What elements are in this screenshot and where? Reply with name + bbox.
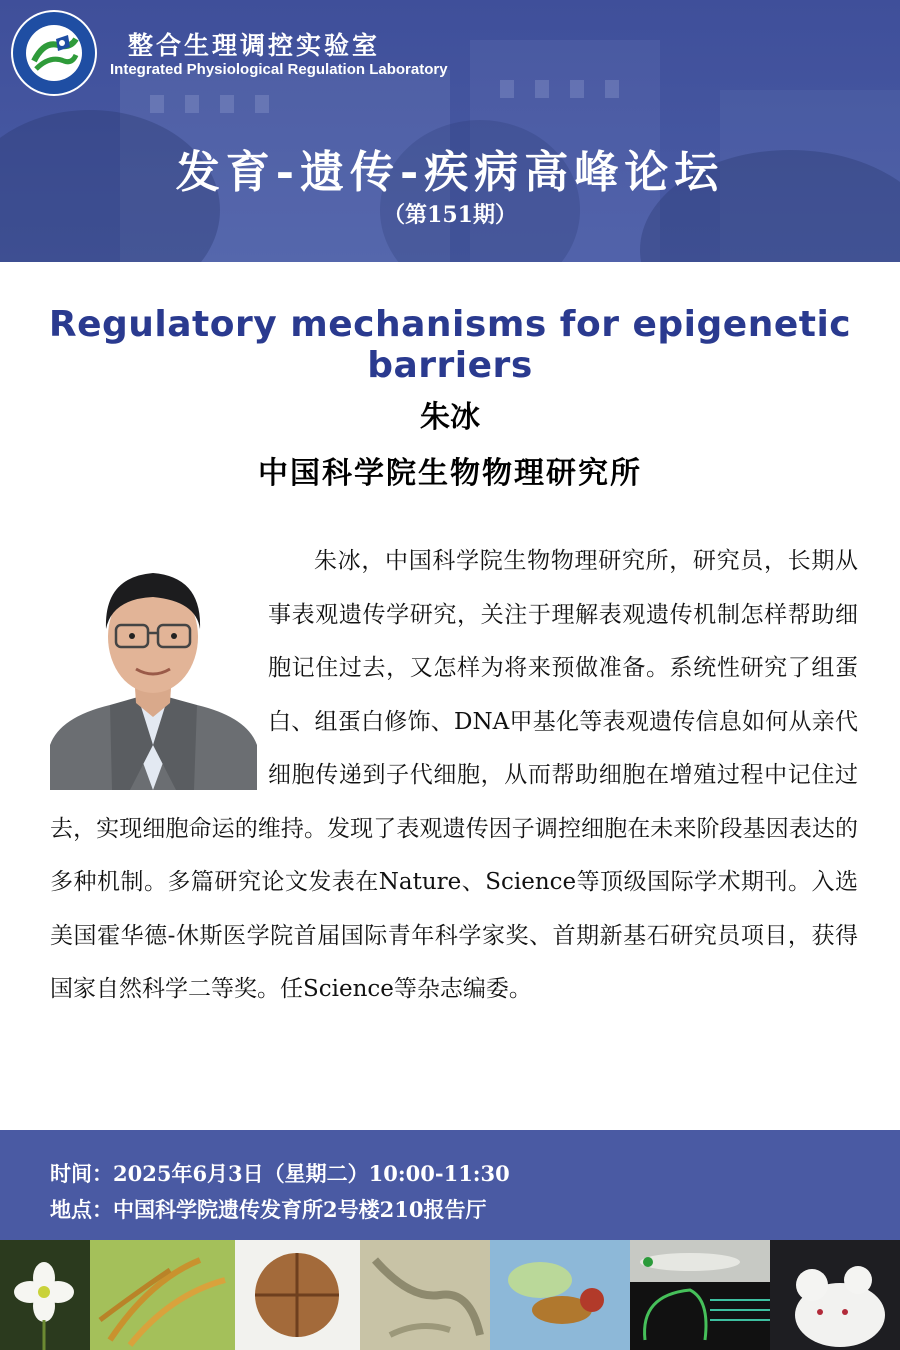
lab-name-cn: 整合生理调控实验室: [128, 31, 381, 60]
fly-image: [490, 1240, 630, 1350]
event-time: 时间：2025年6月3日（星期二）10:00-11:30: [50, 1161, 510, 1186]
talk-title: Regulatory mechanisms for epigenetic barriers: [48, 304, 852, 386]
issue-number: （第151期）: [383, 202, 517, 228]
speaker-bio: [50, 535, 858, 1017]
zebrafish-image: [630, 1240, 770, 1350]
institute-logo-icon: [10, 9, 98, 97]
window-shape: [255, 95, 269, 113]
worm-image: [360, 1240, 490, 1350]
flower-image: [0, 1240, 90, 1350]
event-info-bar: [0, 1130, 900, 1240]
lab-name-en: Integrated Physiological Regulation Laboratory: [110, 61, 448, 78]
window-shape: [605, 80, 619, 98]
speaker-name: 朱冰: [420, 400, 480, 435]
window-shape: [150, 95, 164, 113]
bio-text: 朱冰，中国科学院生物物理研究所，研究员，长期从事表观遗传学研究，关注于理解表观遗传机制怎样帮助细胞记住过去，又怎样为将来预做准备。系统性研究了组蛋白、组蛋白修饰、DNA甲基化等表观遗传信息如何从亲代细胞传递到子代细胞，从而帮助细胞在增殖过程中记住过去，实现细胞命运的维持。发现了表观遗传因子调控细胞在未来阶段基因表达的多种机制。多篇研究论文发表在Nature、Science等顶级国际学术期刊。入选美国霍华德-休斯医学院首届国际青年科学家奖、首期新基石研究员项目，获得国家自然科学二等奖。任Science等杂志编委。: [50, 548, 858, 1002]
header-banner: [0, 0, 900, 262]
forum-title: 发育-遗传-疾病高峰论坛: [175, 147, 725, 198]
window-shape: [185, 95, 199, 113]
window-shape: [500, 80, 514, 98]
rice-image: [90, 1240, 235, 1350]
event-location: 地点：中国科学院遗传发育所2号楼210报告厅: [50, 1197, 487, 1222]
window-shape: [535, 80, 549, 98]
photo-spacer: [50, 535, 268, 800]
window-shape: [570, 80, 584, 98]
window-shape: [220, 95, 234, 113]
mouse-image: [770, 1240, 900, 1350]
model-organism-strip: [0, 1240, 900, 1350]
embryo-image: [235, 1240, 360, 1350]
speaker-affiliation: 中国科学院生物物理研究所: [258, 456, 642, 491]
